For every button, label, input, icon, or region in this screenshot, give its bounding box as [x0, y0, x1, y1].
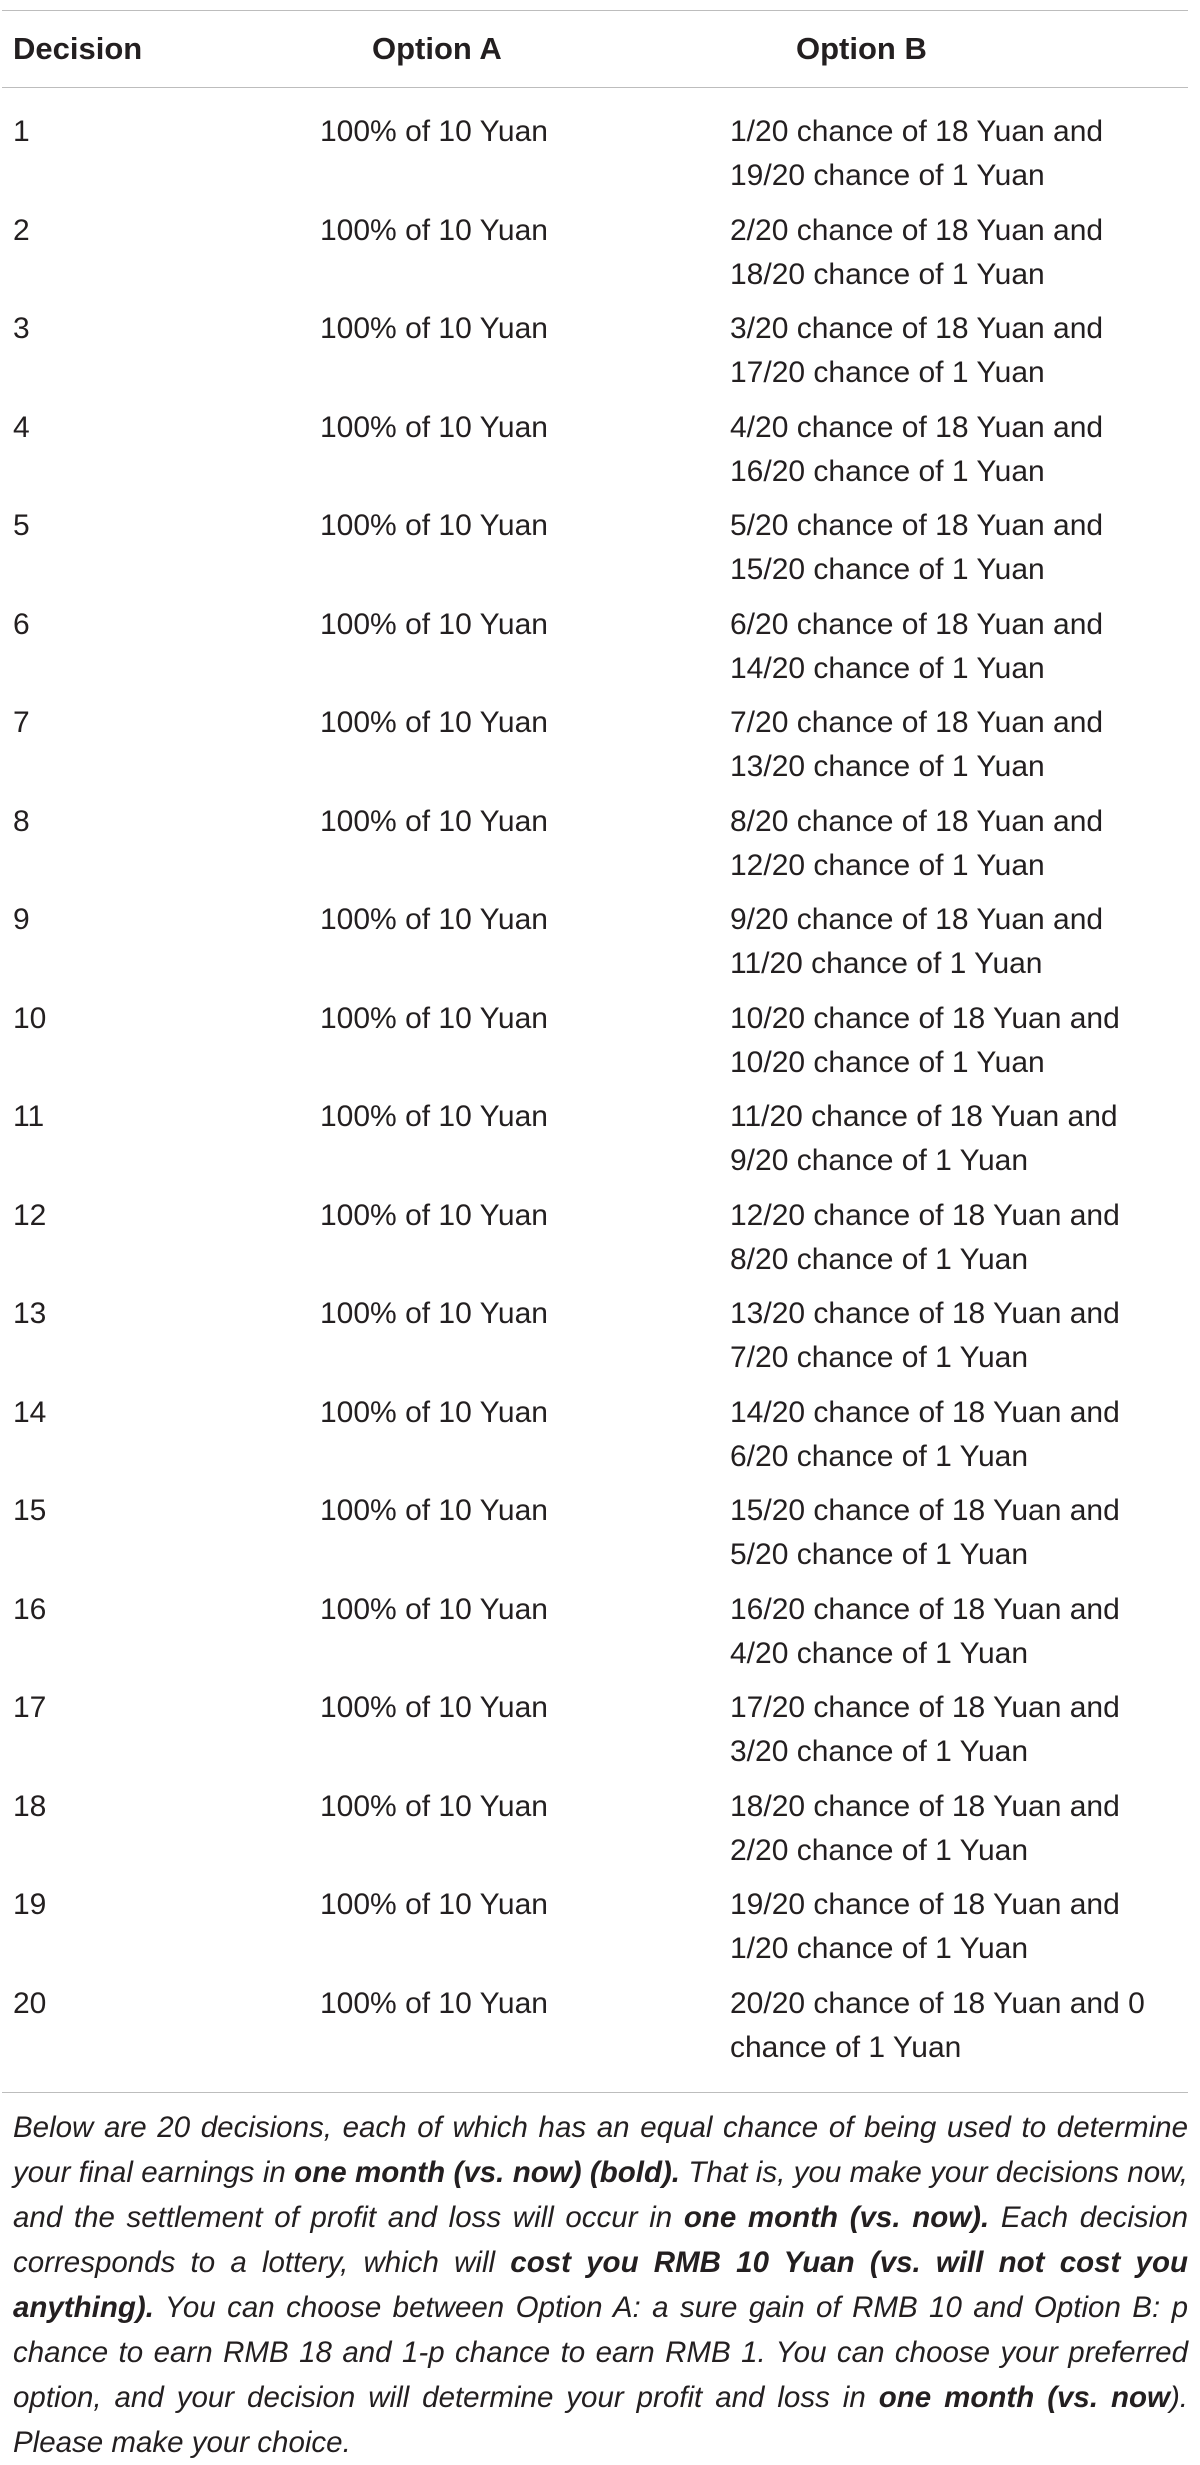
option-b-line: 13/20 chance of 18 Yuan and [730, 1297, 1120, 1330]
option-b-cell [730, 1292, 1190, 1391]
option-b-cell [730, 307, 1190, 406]
table-row [0, 1292, 1188, 1391]
option-b-cell [730, 1095, 1190, 1194]
option-b-cell [730, 898, 1190, 997]
option-a-cell: 100% of 10 Yuan [320, 607, 548, 641]
option-b-line: 1/20 chance of 1 Yuan [730, 1932, 1029, 1965]
option-b-cell [730, 997, 1190, 1096]
decision-number: 7 [13, 706, 30, 739]
table-row [0, 1982, 1188, 2081]
table-row [0, 701, 1188, 800]
option-a-cell: 100% of 10 Yuan [320, 213, 548, 247]
option-b-line: 11/20 chance of 1 Yuan [730, 947, 1043, 980]
decision-number: 1 [13, 115, 30, 148]
decision-number: 8 [13, 804, 30, 838]
option-b-line: 3/20 chance of 1 Yuan [730, 1735, 1029, 1768]
option-b-line: 8/20 chance of 18 Yuan and [730, 804, 1104, 838]
decision-number: 11 [13, 1100, 45, 1133]
option-b-line: 4/20 chance of 1 Yuan [730, 1636, 1029, 1670]
decision-number: 14 [13, 1395, 47, 1429]
option-a-cell: 100% of 10 Yuan [320, 1100, 548, 1133]
option-a-cell: 100% of 10 Yuan [320, 509, 548, 542]
option-b-line: 18/20 chance of 1 Yuan [730, 257, 1045, 291]
decision-number: 15 [13, 1494, 47, 1527]
header-decision: Decision [13, 31, 143, 66]
option-b-line: 19/20 chance of 1 Yuan [730, 159, 1045, 192]
table-header-row [0, 11, 1188, 87]
option-b-cell [730, 1785, 1190, 1884]
table-row [0, 1785, 1188, 1884]
option-b-line: 20/20 chance of 18 Yuan and 0 [730, 1986, 1145, 2020]
note-segment: Each decision corresponds to a lottery, which will [13, 2201, 1188, 2279]
option-a-cell: 100% of 10 Yuan [320, 1395, 548, 1429]
option-b-line: 18/20 chance of 18 Yuan and [730, 1789, 1120, 1823]
option-a-cell: 100% of 10 Yuan [320, 903, 548, 936]
option-b-line: 10/20 chance of 1 Yuan [730, 1045, 1045, 1079]
table-row [0, 898, 1188, 997]
option-b-line: 5/20 chance of 1 Yuan [730, 1538, 1029, 1571]
option-b-line: 19/20 chance of 18 Yuan and [730, 1888, 1120, 1921]
table-bottom-rule [2, 2092, 1188, 2093]
option-b-line: 16/20 chance of 1 Yuan [730, 454, 1045, 488]
option-b-line: 3/20 chance of 18 Yuan and [730, 312, 1104, 345]
option-b-cell [730, 504, 1190, 603]
header-option-b: Option B [796, 31, 927, 66]
option-b-line: 16/20 chance of 18 Yuan and [730, 1592, 1120, 1626]
option-b-line: 4/20 chance of 18 Yuan and [730, 410, 1104, 444]
header-option-a: Option A [372, 31, 502, 66]
note-segment: That is, you make your decisions now, and the settlement of profit and loss will occur in [13, 2156, 1188, 2234]
table-row [0, 406, 1188, 505]
decision-number: 18 [13, 1789, 47, 1823]
option-b-line: 12/20 chance of 1 Yuan [730, 848, 1045, 882]
option-a-cell: 100% of 10 Yuan [320, 115, 548, 148]
option-b-line: 11/20 chance of 18 Yuan and [730, 1100, 1118, 1133]
option-b-line: 5/20 chance of 18 Yuan and [730, 509, 1104, 542]
decision-number: 3 [13, 312, 30, 345]
option-b-line: 6/20 chance of 18 Yuan and [730, 607, 1104, 641]
option-a-cell: 100% of 10 Yuan [320, 1297, 548, 1330]
note-bold-segment: one month (vs. now). [683, 2201, 990, 2234]
option-a-cell: 100% of 10 Yuan [320, 312, 548, 345]
decision-number: 12 [13, 1198, 47, 1232]
decision-number: 13 [13, 1297, 47, 1330]
table-row [0, 1194, 1188, 1293]
note-segment: You can choose between Option A: a sure gain of RMB 10 and Option B: p chance to earn RMB 18 and 1-p chance to earn RMB 1. You can choose your preferred option, and your decision will determine your profit and loss in [13, 2291, 1188, 2414]
option-b-line: 12/20 chance of 18 Yuan and [730, 1198, 1120, 1232]
option-a-cell: 100% of 10 Yuan [320, 804, 548, 838]
option-b-line: 6/20 chance of 1 Yuan [730, 1439, 1029, 1473]
table-row [0, 504, 1188, 603]
option-b-line: 2/20 chance of 18 Yuan and [730, 213, 1104, 247]
decision-number: 9 [13, 903, 30, 936]
option-b-cell [730, 701, 1190, 800]
decision-number: 10 [13, 1001, 47, 1035]
note-bold-segment: cost you RMB 10 Yuan (vs. will not cost you anything). [13, 2246, 1188, 2324]
option-b-line: 15/20 chance of 18 Yuan and [730, 1494, 1120, 1527]
table-row [0, 1391, 1188, 1490]
option-b-line: 13/20 chance of 1 Yuan [730, 750, 1045, 783]
decision-number: 5 [13, 509, 30, 542]
option-b-line: 2/20 chance of 1 Yuan [730, 1833, 1029, 1867]
option-b-cell [730, 110, 1190, 209]
option-a-cell: 100% of 10 Yuan [320, 1986, 548, 2020]
option-a-cell: 100% of 10 Yuan [320, 1494, 548, 1527]
option-b-line: 14/20 chance of 1 Yuan [730, 651, 1045, 685]
option-b-line: 1/20 chance of 18 Yuan and [730, 115, 1104, 148]
option-b-cell [730, 1391, 1190, 1490]
option-b-cell [730, 603, 1190, 702]
option-a-cell: 100% of 10 Yuan [320, 706, 548, 739]
option-b-cell [730, 1194, 1190, 1293]
note-bold-segment: one month (vs. now) (bold). [294, 2156, 681, 2189]
table-row [0, 1489, 1188, 1588]
decision-number: 2 [13, 213, 30, 247]
option-a-cell: 100% of 10 Yuan [320, 1789, 548, 1823]
table-row [0, 800, 1188, 899]
table-body [0, 88, 1188, 2080]
table-row [0, 1883, 1188, 1982]
decision-number: 17 [13, 1691, 47, 1724]
decision-number: 19 [13, 1888, 47, 1921]
table-row [0, 209, 1188, 308]
option-a-cell: 100% of 10 Yuan [320, 1592, 548, 1626]
option-b-cell [730, 209, 1190, 308]
decision-number: 16 [13, 1592, 47, 1626]
option-b-cell [730, 1883, 1190, 1982]
table-row [0, 1686, 1188, 1785]
option-a-cell: 100% of 10 Yuan [320, 410, 548, 444]
table-row [0, 1095, 1188, 1194]
option-b-cell [730, 1489, 1190, 1588]
option-b-line: 9/20 chance of 1 Yuan [730, 1144, 1029, 1177]
option-b-line: 8/20 chance of 1 Yuan [730, 1242, 1029, 1276]
option-b-line: 7/20 chance of 18 Yuan and [730, 706, 1104, 739]
option-a-cell: 100% of 10 Yuan [320, 1888, 548, 1921]
option-b-cell [730, 1588, 1190, 1687]
decision-number: 20 [13, 1986, 47, 2020]
option-b-cell [730, 800, 1190, 899]
table-row [0, 997, 1188, 1096]
option-b-line: chance of 1 Yuan [730, 2030, 962, 2064]
option-b-cell [730, 1982, 1190, 2081]
option-b-line: 15/20 chance of 1 Yuan [730, 553, 1045, 586]
option-b-line: 17/20 chance of 18 Yuan and [730, 1691, 1120, 1724]
note-bold-segment: one month (vs. now [878, 2381, 1170, 2414]
option-b-line: 17/20 chance of 1 Yuan [730, 356, 1045, 389]
option-b-line: 14/20 chance of 18 Yuan and [730, 1395, 1120, 1429]
note-segment: ). Please make your choice. [13, 2381, 1189, 2459]
option-b-line: 10/20 chance of 18 Yuan and [730, 1001, 1120, 1035]
option-a-cell: 100% of 10 Yuan [320, 1198, 548, 1232]
option-b-line: 7/20 chance of 1 Yuan [730, 1341, 1029, 1374]
option-a-cell: 100% of 10 Yuan [320, 1001, 548, 1035]
option-b-line: 9/20 chance of 18 Yuan and [730, 903, 1104, 936]
option-b-cell [730, 1686, 1190, 1785]
decision-number: 4 [13, 410, 30, 444]
table-row [0, 1588, 1188, 1687]
table-footnote [13, 2105, 1188, 2465]
note-segment: Below are 20 decisions, each of which has an equal chance of being used to determine your final earnings in [13, 2111, 1188, 2189]
option-a-cell: 100% of 10 Yuan [320, 1691, 548, 1724]
table-row [0, 307, 1188, 406]
table-row [0, 110, 1188, 209]
decision-table [0, 10, 1188, 2080]
option-b-cell [730, 406, 1190, 505]
table-row [0, 603, 1188, 702]
decision-number: 6 [13, 607, 30, 641]
